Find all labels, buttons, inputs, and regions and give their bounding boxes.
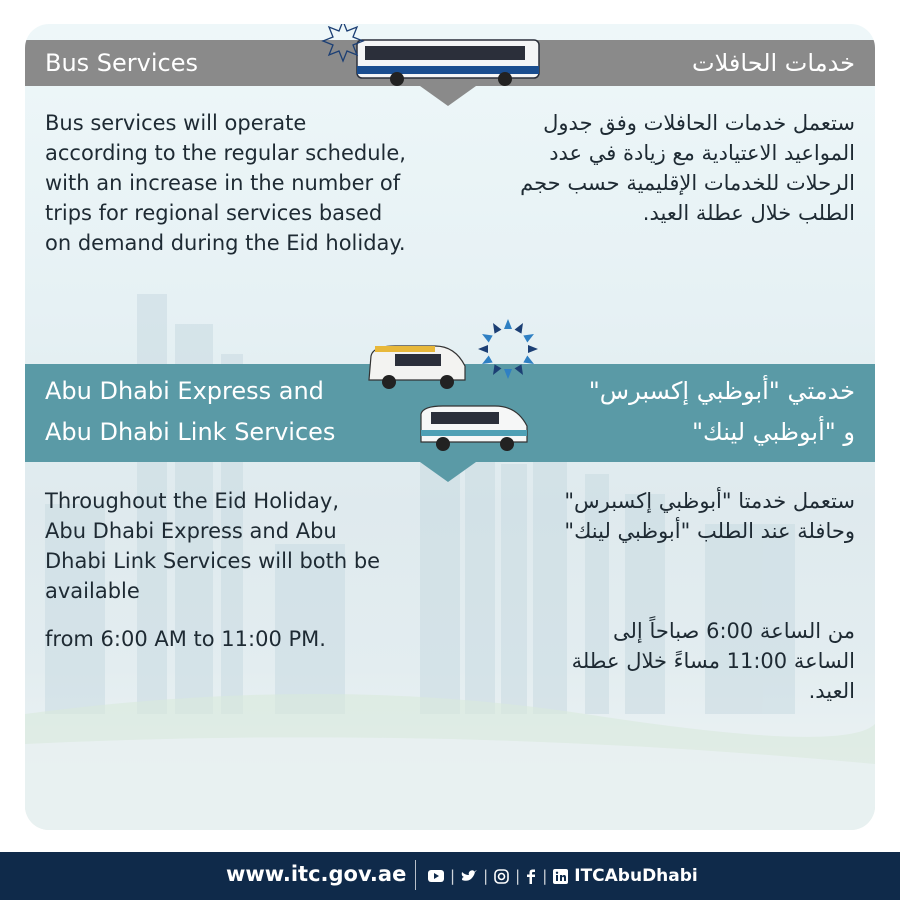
express-van-icon (365, 342, 469, 392)
facebook-icon[interactable] (526, 869, 536, 884)
twitter-icon[interactable] (461, 869, 477, 883)
social-handle[interactable]: ITCAbuDhabi (574, 866, 698, 886)
bus-title-ar: خدمات الحافلات (692, 49, 855, 77)
social-separator: | (483, 867, 489, 885)
sunburst-icon (473, 314, 543, 384)
social-separator: | (542, 867, 548, 885)
express-title-ar-line1: خدمتي "أبوظبي إكسبرس" (588, 377, 855, 405)
footer-divider (415, 860, 416, 890)
website-link[interactable]: www.itc.gov.ae (226, 862, 407, 886)
express-body-ar-2: من الساعة 6:00 صباحاً إلى الساعة 11:00 مساءً خلال عطلة العيد. (571, 619, 855, 703)
bus-body-en: Bus services will operate according to the regular schedule, with an increase in the number of trips for regional services based on demand during the Eid holiday. (45, 111, 406, 255)
express-title-en-line1: Abu Dhabi Express and (45, 377, 324, 405)
bus-icon (355, 38, 541, 88)
express-title-en-line2: Abu Dhabi Link Services (45, 418, 336, 446)
announcement-card (25, 24, 875, 830)
footer-bar (0, 852, 900, 900)
express-body-ar-1: ستعمل خدمتا "أبوظبي إكسبرس" وحافلة عند الطلب "أبوظبي لينك" (564, 489, 855, 543)
express-body-en-2: from 6:00 AM to 11:00 PM. (45, 627, 326, 651)
social-separator: | (515, 867, 521, 885)
express-title-ar-line2: و "أبوظبي لينك" (691, 418, 855, 446)
bus-title-en: Bus Services (45, 49, 199, 77)
link-van-icon (417, 402, 531, 454)
linkedin-icon[interactable] (553, 869, 568, 884)
youtube-icon[interactable] (428, 869, 444, 883)
starburst-icon (321, 24, 365, 63)
express-header-pointer (420, 462, 476, 482)
express-body-en-1: Throughout the Eid Holiday, Abu Dhabi Express and Abu Dhabi Link Services will both be available (45, 489, 381, 603)
bus-body-ar: ستعمل خدمات الحافلات وفق جدول المواعيد الاعتيادية مع زيادة في عدد الرحلات للخدمات الإقليمية حسب حجم الطلب خلال عطلة العيد. (520, 111, 855, 225)
bus-header-pointer (420, 86, 476, 106)
social-links (428, 864, 698, 888)
instagram-icon[interactable] (494, 869, 509, 884)
social-separator: | (450, 867, 456, 885)
